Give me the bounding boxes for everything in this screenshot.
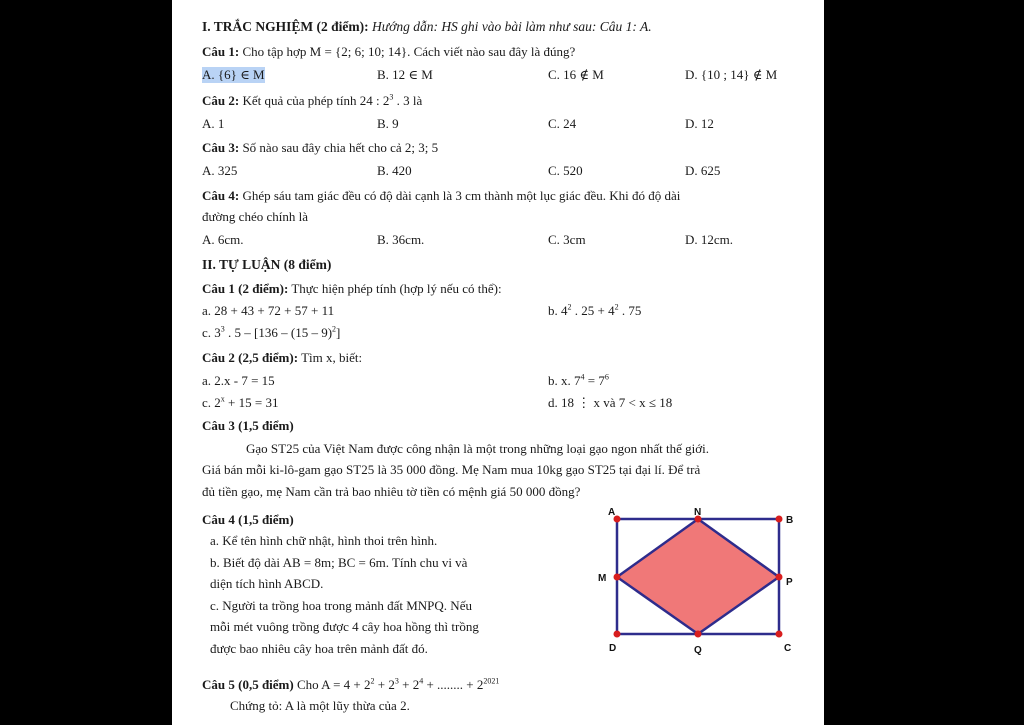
q3-option-d[interactable]: D. 625 [685, 163, 721, 178]
q1-option-b[interactable]: B. 12 ∈ M [377, 67, 433, 82]
e1c-mid: . 5 – [136 – (15 – 9) [224, 325, 333, 340]
e2b-exp2: 6 [604, 372, 609, 382]
q2-text-post: . 3 là [393, 93, 423, 108]
e2c-exp: x [220, 394, 225, 404]
part2-heading: II. TỰ LUẬN (8 điểm) [202, 257, 332, 272]
e1b-pre: b. 4 [548, 303, 568, 318]
e5-exp2: 3 [394, 676, 399, 686]
e3-paragraph-line3: đủ tiền gạo, mẹ Nam cần trả bao nhiêu tờ tiền có mệnh giá 50 000 đồng? [202, 484, 581, 499]
e1-text: Thực hiện phép tính (hợp lý nếu có thể): [291, 281, 502, 296]
e1b-mid: . 25 + 4 [571, 303, 615, 318]
e2-part-a: a. 2.x - 7 = 15 [202, 373, 275, 388]
e1c-exp2: 2 [332, 324, 337, 334]
e1-part-c [202, 325, 340, 341]
e2-label: Câu 2 (2,5 điểm): [202, 350, 299, 365]
e2b-pre: b. x. 7 [548, 373, 581, 388]
label-n: N [694, 507, 702, 518]
e5-label: Câu 5 (0,5 điểm) [202, 677, 294, 692]
label-p: P [786, 577, 793, 588]
e1c-exp1: 3 [220, 324, 225, 334]
e4-label: Câu 4 (1,5 điểm) [202, 512, 294, 527]
q3-option-b[interactable]: B. 420 [377, 163, 412, 178]
q1-option-c[interactable]: C. 16 ∉ M [548, 67, 604, 82]
e1b-exp1: 2 [567, 302, 572, 312]
q2-option-b[interactable]: B. 9 [377, 116, 399, 131]
e5-s1: + 2 [374, 677, 395, 692]
q1-label: Câu 1: [202, 44, 240, 59]
point-b [776, 516, 783, 523]
q1-stem [202, 44, 575, 60]
part1-heading [202, 19, 652, 35]
q4-option-d[interactable]: D. 12cm. [685, 232, 734, 247]
label-b: B [786, 515, 794, 526]
point-d [614, 631, 621, 638]
e2c-pre: c. 2 [202, 395, 221, 410]
q4-option-c[interactable]: C. 3cm [548, 232, 586, 247]
e3-paragraph-line2: Giá bán mỗi ki-lô-gam gạo ST25 là 35 000 đồng. Mẹ Nam mua 10kg gạo ST25 tại đại lí. Để trả [202, 462, 701, 477]
e4-part-c-line1: c. Người ta trồng hoa trong mảnh đất MNPQ. Nếu [210, 598, 472, 613]
e1-part-b [548, 303, 641, 319]
q4-option-b[interactable]: B. 36cm. [377, 232, 425, 247]
q1-option-d[interactable]: D. {10 ; 14} ∉ M [685, 67, 778, 82]
q2-option-c[interactable]: C. 24 [548, 116, 577, 131]
e4-part-a: a. Kể tên hình chữ nhật, hình thoi trên hình. [210, 533, 438, 548]
e1b-post: . 75 [618, 303, 642, 318]
e4-part-b-line2: diện tích hình ABCD. [210, 576, 324, 591]
e2-part-b [548, 373, 609, 389]
e2c-post: + 15 = 31 [224, 395, 279, 410]
e2b-mid: = 7 [584, 373, 605, 388]
e3-paragraph-line1: Gạo ST25 của Việt Nam được công nhận là một trong những loại gạo ngon nhất thế giới. [246, 441, 709, 456]
rectangle-rhombus-figure [598, 505, 798, 655]
e5-s3: + ........ + 2 [423, 677, 484, 692]
q3-stem [202, 140, 438, 156]
q2-option-d[interactable]: D. 12 [685, 116, 714, 131]
e2-part-d: d. 18 ⋮ x và 7 < x ≤ 18 [548, 395, 673, 410]
point-p [776, 574, 783, 581]
q2-text-pre: Kết quả của phép tính 24 : 2 [242, 93, 390, 108]
e1c-post: ] [336, 325, 341, 340]
e4-part-c-line2: mỗi mét vuông trồng được 4 cây hoa hồng thì trồng [210, 619, 479, 634]
e4-part-c-line3: được bao nhiêu cây hoa trên mảnh đất đó. [210, 641, 428, 656]
label-c: C [784, 643, 792, 654]
q4-text-line1: Ghép sáu tam giác đều có độ dài cạnh là 3 cm thành một lục giác đều. Khi đó độ dài [242, 188, 681, 203]
q4-label: Câu 4: [202, 188, 240, 203]
e2-text: Tìm x, biết: [301, 350, 363, 365]
q3-label: Câu 3: [202, 140, 240, 155]
e5-stem [202, 677, 499, 693]
e1b-exp2: 2 [614, 302, 619, 312]
point-m [614, 574, 621, 581]
label-q: Q [694, 645, 702, 655]
q3-option-c[interactable]: C. 520 [548, 163, 583, 178]
label-m: M [598, 573, 607, 584]
part1-title: I. TRẮC NGHIỆM (2 điểm): [202, 19, 369, 34]
q3-text: Số nào sau đây chia hết cho cả 2; 3; 5 [242, 140, 439, 155]
e1-part-a: a. 28 + 43 + 72 + 57 + 11 [202, 303, 335, 318]
q1-text: Cho tập hợp M = {2; 6; 10; 14}. Cách viết nào sau đây là đúng? [242, 44, 576, 59]
e2-part-c [202, 395, 278, 411]
q2-option-a[interactable]: A. 1 [202, 116, 225, 131]
label-d: D [609, 643, 617, 654]
e2-stem [202, 350, 362, 366]
q2-label: Câu 2: [202, 93, 240, 108]
point-q [695, 631, 702, 638]
point-c [776, 631, 783, 638]
e1-stem [202, 281, 502, 297]
e2b-exp1: 4 [580, 372, 585, 382]
e5-exp3: 4 [419, 676, 424, 686]
q4-stem [202, 188, 680, 204]
q2-stem [202, 93, 422, 109]
part1-instruction: Hướng dẫn: HS ghi vào bài làm như sau: Câu 1: A. [372, 19, 652, 34]
q2-exponent: 3 [389, 92, 394, 102]
rhombus-mnpq [617, 519, 779, 634]
e5-pre: Cho A = 4 + 2 [296, 677, 371, 692]
e3-label: Câu 3 (1,5 điểm) [202, 418, 294, 433]
q3-option-a[interactable]: A. 325 [202, 163, 238, 178]
e5-line2: Chứng tỏ: A là một lũy thừa của 2. [230, 698, 410, 713]
e5-exp1: 2 [370, 676, 375, 686]
e1c-pre: c. 3 [202, 325, 221, 340]
q4-option-a[interactable]: A. 6cm. [202, 232, 244, 247]
e1-label: Câu 1 (2 điểm): [202, 281, 289, 296]
e5-exp4: 2021 [483, 676, 500, 686]
label-a: A [608, 507, 616, 518]
e5-s2: + 2 [398, 677, 420, 692]
q4-text-line2: đường chéo chính là [202, 209, 308, 224]
e4-part-b-line1: b. Biết độ dài AB = 8m; BC = 6m. Tính chu vi và [210, 555, 468, 570]
q1-option-a[interactable]: A. {6} ∈ M [202, 67, 265, 82]
